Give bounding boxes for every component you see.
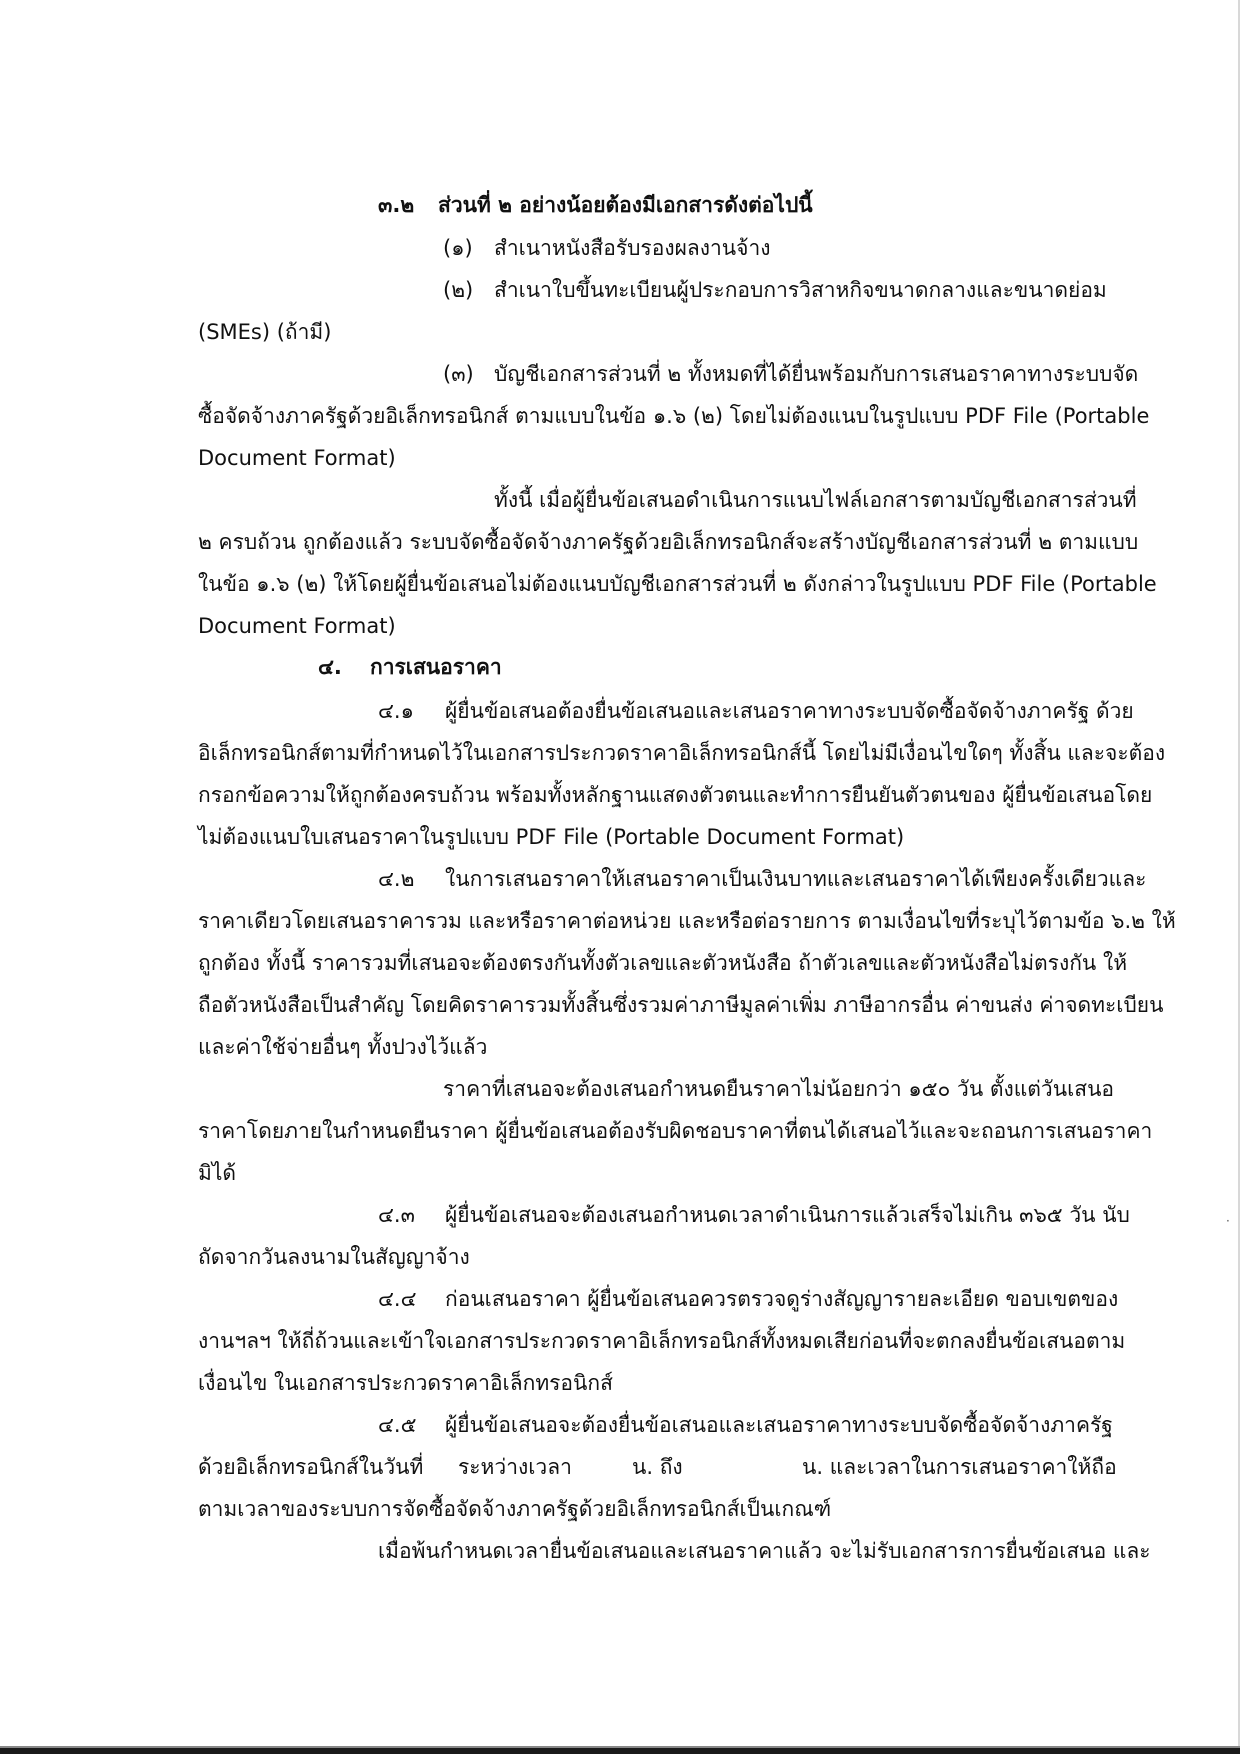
clause-4-5-line-2b: ระหว่างเวลา — [458, 1455, 572, 1479]
section-3-2-heading: ส่วนที่ ๒ อย่างน้อยต้องมีเอกสารดังต่อไปนี้ — [438, 193, 813, 217]
clause-4-5-para2-line-1: เมื่อพ้นกำหนดเวลายื่นข้อเสนอและเสนอราคาแล้ว จะไม่รับเอกสารการยื่นข้อเสนอ และ — [378, 1539, 1151, 1563]
clause-4-3-number: ๔.๓ — [378, 1203, 415, 1227]
item-3-text: บัญชีเอกสารส่วนที่ ๒ ทั้งหมดที่ได้ยื่นพร้อมกับการเสนอราคาทางระบบจัด — [494, 362, 1139, 386]
item-3-continuation-1: ซื้อจัดจ้างภาครัฐด้วยอิเล็กทรอนิกส์ ตามแบบในข้อ ๑.๖ (๒) โดยไม่ต้องแนบในรูปแบบ PDF File (Portable — [198, 404, 1150, 428]
clause-4-5-line-1: ผู้ยื่นข้อเสนอจะต้องยื่นข้อเสนอและเสนอราคาทางระบบจัดซื้อจัดจ้างภาครัฐ — [445, 1413, 1113, 1437]
note-line-2: ๒ ครบถ้วน ถูกต้องแล้ว ระบบจัดซื้อจัดจ้างภาครัฐด้วยอิเล็กทรอนิกส์จะสร้างบัญชีเอกสารส่วนที่ ๒ ตามแบบ — [198, 530, 1139, 554]
page-edge-bottom — [0, 1746, 1240, 1754]
clause-4-5-line-2d: น. และเวลาในการเสนอราคาให้ถือ — [802, 1455, 1117, 1479]
item-2-continuation: (SMEs) (ถ้ามี) — [198, 320, 332, 344]
clause-4-1-line-4: ไม่ต้องแนบใบเสนอราคาในรูปแบบ PDF File (Portable Document Format) — [198, 825, 905, 849]
item-3-continuation-2: Document Format) — [198, 446, 396, 470]
clause-4-1-line-3: กรอกข้อความให้ถูกต้องครบถ้วน พร้อมทั้งหลักฐานแสดงตัวตนและทำการยืนยันตัวตนของ ผู้ยื่นข้อเสนอโดย — [198, 783, 1153, 807]
clause-4-2-number: ๔.๒ — [378, 867, 415, 891]
clause-4-4-line-1: ก่อนเสนอราคา ผู้ยื่นข้อเสนอควรตรวจดูร่างสัญญารายละเอียด ขอบเขตของ — [445, 1287, 1119, 1311]
clause-4-3-line-2: ถัดจากวันลงนามในสัญญาจ้าง — [198, 1245, 470, 1269]
clause-4-2-para2-line-3: มิได้ — [198, 1161, 237, 1185]
item-1-text: สำเนาหนังสือรับรองผลงานจ้าง — [494, 236, 771, 260]
margin-mark: · — [1226, 1214, 1230, 1228]
note-line-4: Document Format) — [198, 614, 396, 638]
clause-4-5-number: ๔.๕ — [378, 1413, 417, 1437]
clause-4-5-line-3: ตามเวลาของระบบการจัดซื้อจัดจ้างภาครัฐด้วยอิเล็กทรอนิกส์เป็นเกณฑ์ — [198, 1497, 832, 1521]
clause-4-5-line-2a: ด้วยอิเล็กทรอนิกส์ในวันที่ — [198, 1455, 424, 1479]
section-3-2-number: ๓.๒ — [378, 193, 415, 217]
item-2-text: สำเนาใบขึ้นทะเบียนผู้ประกอบการวิสาหกิจขนาดกลางและขนาดย่อม — [494, 278, 1107, 302]
clause-4-4-line-2: งานฯลฯ ให้ถี่ถ้วนและเข้าใจเอกสารประกวดราคาอิเล็กทรอนิกส์ทั้งหมดเสียก่อนที่จะตกลงยื่นข้อเสนอตาม — [198, 1329, 1126, 1353]
clause-4-4-number: ๔.๔ — [378, 1287, 417, 1311]
clause-4-1-number: ๔.๑ — [378, 699, 414, 723]
clause-4-4-line-3: เงื่อนไข ในเอกสารประกวดราคาอิเล็กทรอนิกส์ — [198, 1371, 613, 1395]
clause-4-3-line-1: ผู้ยื่นข้อเสนอจะต้องเสนอกำหนดเวลาดำเนินการแล้วเสร็จไม่เกิน ๓๖๕ วัน นับ — [445, 1203, 1130, 1227]
item-3-number: (๓) — [443, 362, 474, 386]
clause-4-2-line-2: ราคาเดียวโดยเสนอราคารวม และหรือราคาต่อหน่วย และหรือต่อรายการ ตามเงื่อนไขที่ระบุไว้ตามข้อ ๖.๒ ให้ — [198, 909, 1176, 933]
note-line-3: ในข้อ ๑.๖ (๒) ให้โดยผู้ยื่นข้อเสนอไม่ต้องแนบบัญชีเอกสารส่วนที่ ๒ ดังกล่าวในรูปแบบ PDF File (Portable — [198, 572, 1157, 596]
clause-4-2-line-1: ในการเสนอราคาให้เสนอราคาเป็นเงินบาทและเสนอราคาได้เพียงครั้งเดียวและ — [445, 867, 1147, 891]
clause-4-5-line-2c: น. ถึง — [632, 1455, 683, 1479]
note-line-1: ทั้งนี้ เมื่อผู้ยื่นข้อเสนอดำเนินการแนบไฟล์เอกสารตามบัญชีเอกสารส่วนที่ — [494, 488, 1137, 512]
clause-4-1-line-1: ผู้ยื่นข้อเสนอต้องยื่นข้อเสนอและเสนอราคาทางระบบจัดซื้อจัดจ้างภาครัฐ ด้วย — [445, 699, 1134, 723]
section-4-heading: การเสนอราคา — [370, 655, 502, 679]
clause-4-2-line-4: ถือตัวหนังสือเป็นสำคัญ โดยคิดราคารวมทั้งสิ้นซึ่งรวมค่าภาษีมูลค่าเพิ่ม ภาษีอากรอื่น ค่าขนส่ง ค่าจดทะเบียน — [198, 993, 1164, 1017]
clause-4-2-para2-line-1: ราคาที่เสนอจะต้องเสนอกำหนดยืนราคาไม่น้อยกว่า ๑๕๐ วัน ตั้งแต่วันเสนอ — [443, 1077, 1115, 1101]
clause-4-1-line-2: อิเล็กทรอนิกส์ตามที่กำหนดไว้ในเอกสารประกวดราคาอิเล็กทรอนิกส์นี้ โดยไม่มีเงื่อนไขใดๆ ทั้งสิ้น และจะต้อง — [198, 741, 1166, 765]
clause-4-2-line-3: ถูกต้อง ทั้งนี้ ราคารวมที่เสนอจะต้องตรงกันทั้งตัวเลขและตัวหนังสือ ถ้าตัวเลขและตัวหนังสือไม่ตรงกัน ให้ — [198, 951, 1128, 975]
section-4-number: ๔. — [318, 655, 342, 679]
clause-4-2-para2-line-2: ราคาโดยภายในกำหนดยืนราคา ผู้ยื่นข้อเสนอต้องรับผิดชอบราคาที่ตนได้เสนอไว้และจะถอนการเสนอราคา — [198, 1119, 1153, 1143]
clause-4-2-line-5: และค่าใช้จ่ายอื่นๆ ทั้งปวงไว้แล้ว — [198, 1035, 488, 1059]
item-2-number: (๒) — [443, 278, 474, 302]
item-1-number: (๑) — [443, 236, 473, 260]
